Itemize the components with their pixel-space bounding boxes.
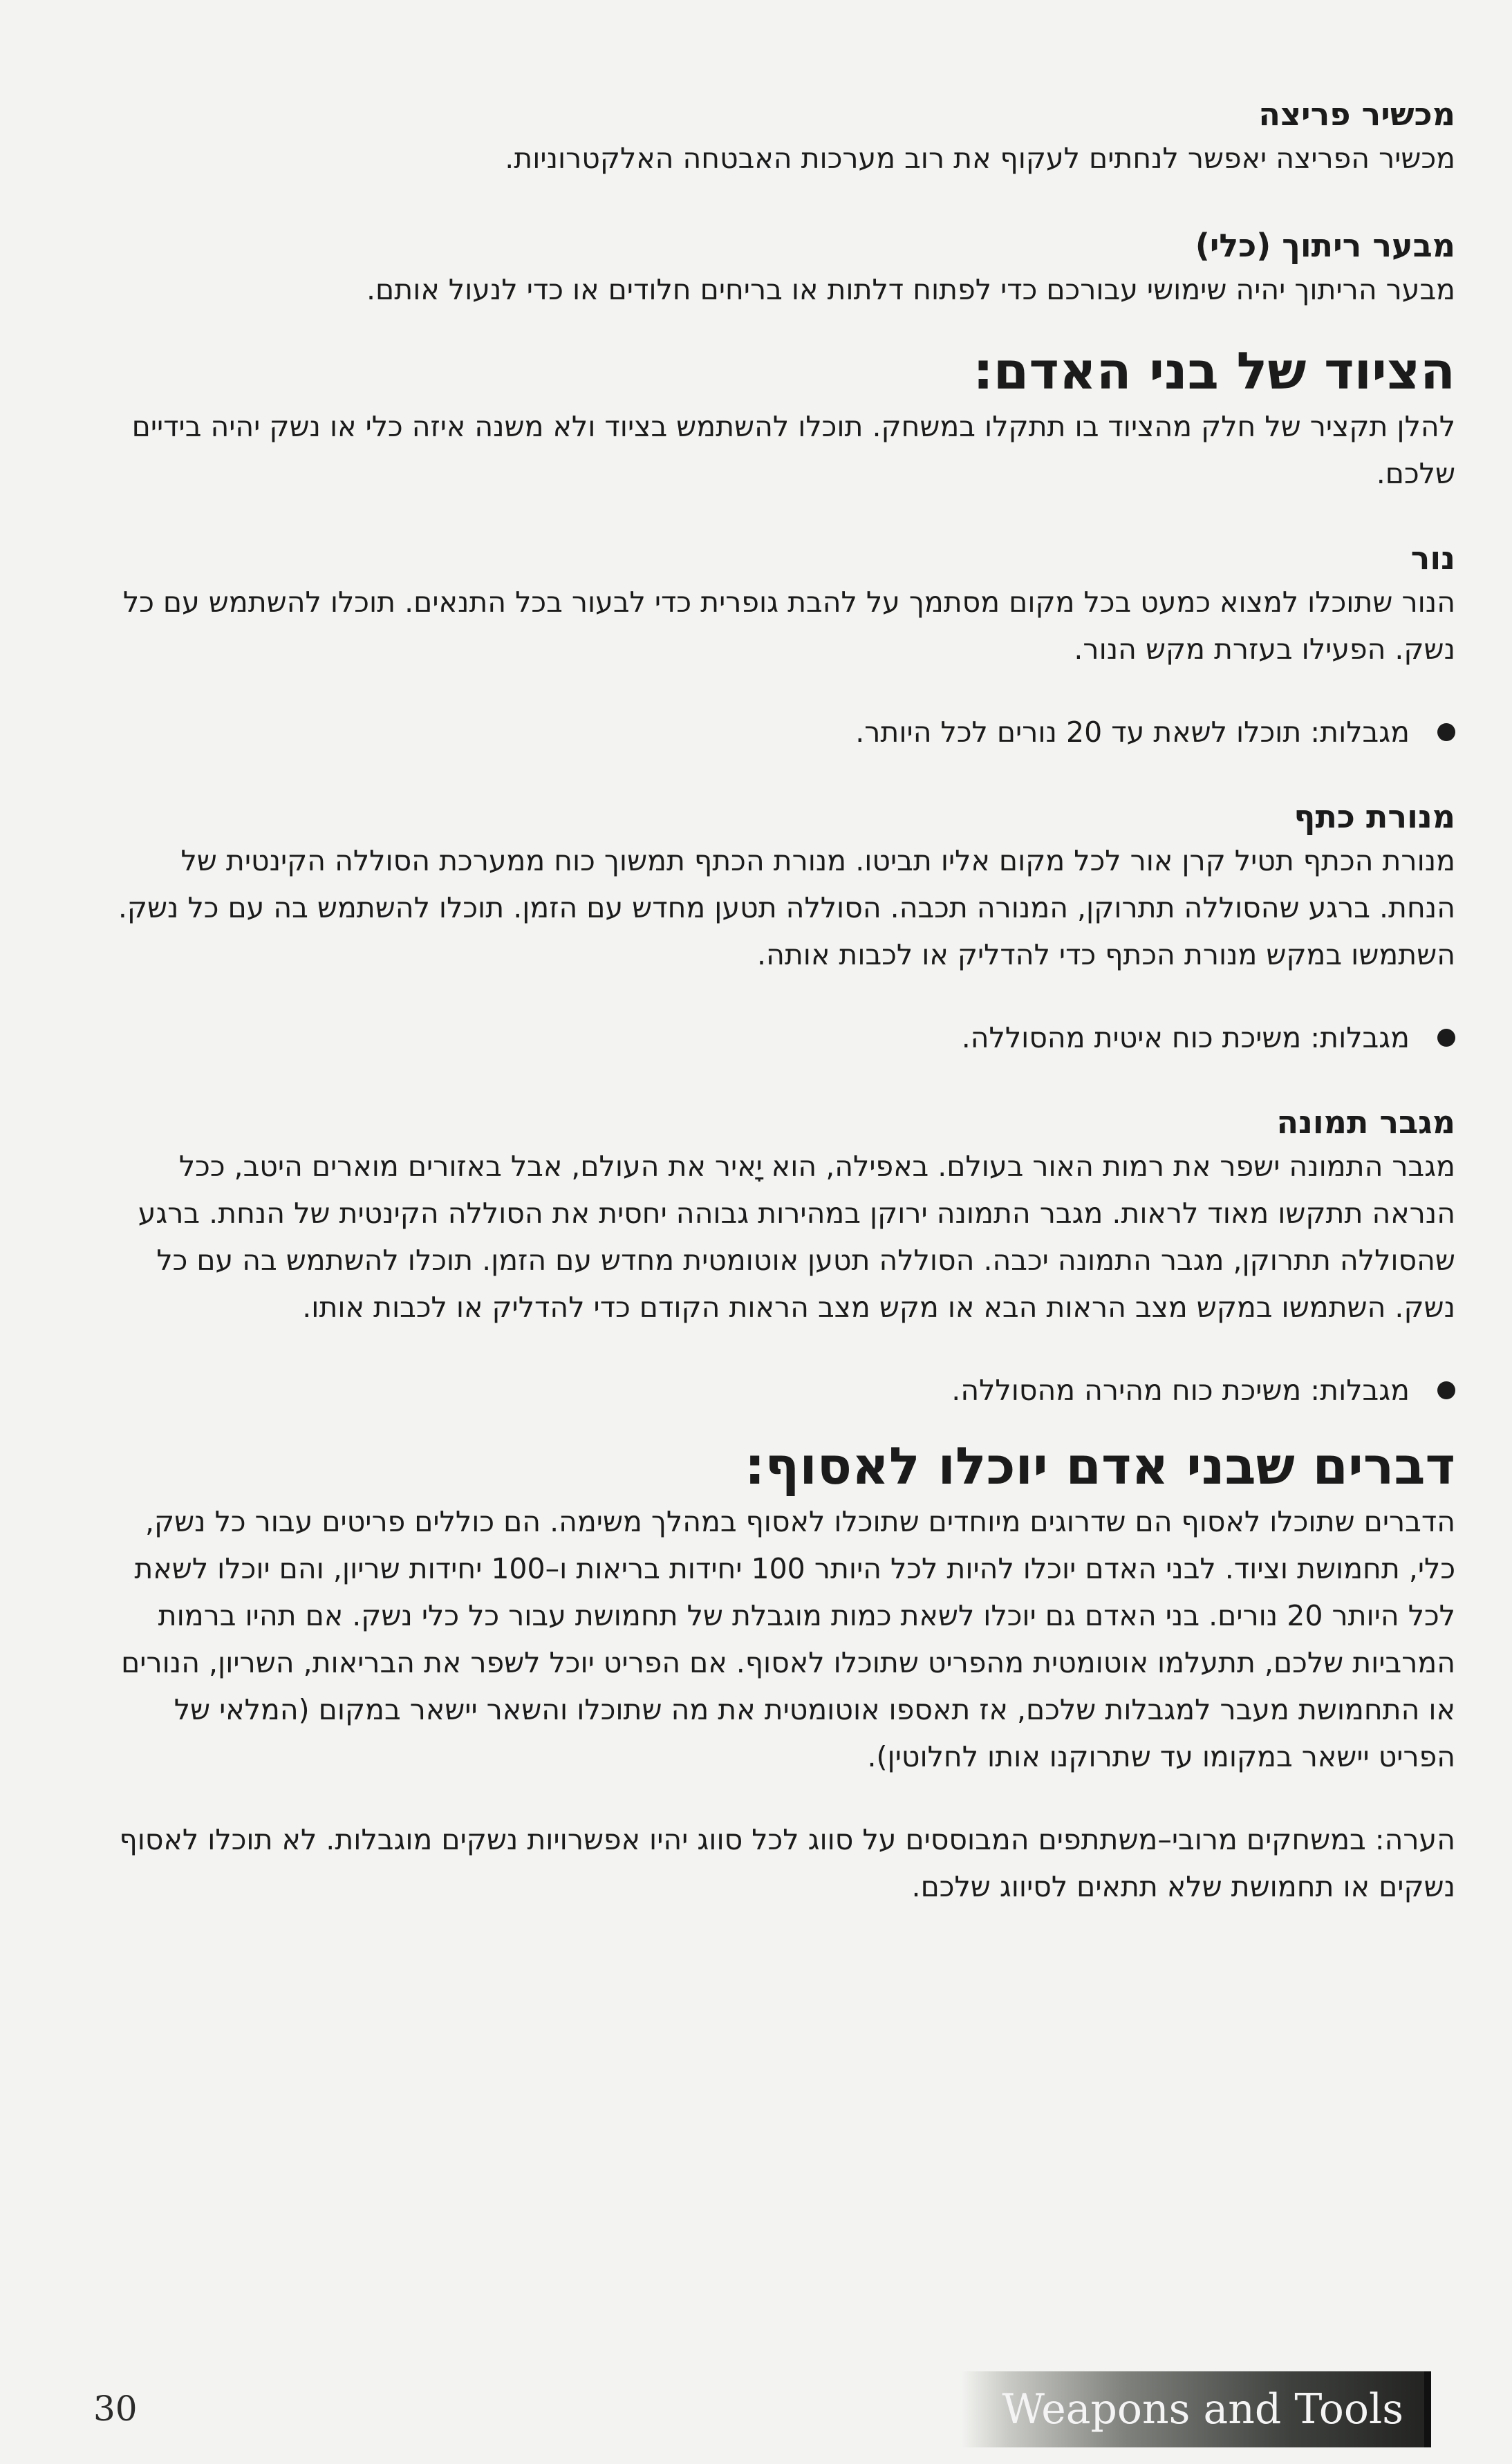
shoulder-lamp-limit-text: מגבלות: משיכת כוח איטית מהסוללה. xyxy=(961,1021,1410,1054)
section-flare xyxy=(118,537,1455,756)
human-equipment-text: להלן תקציר של חלק מהציוד בו תתקלו במשחק. תוכלו להשתמש בציוד ולא משנה איזה כלי או נשק יהיה בידיים שלכם. xyxy=(131,410,1455,490)
flare-limit xyxy=(118,709,1455,756)
breach-device-text: מכשיר הפריצה יאפשר לנחתים לעקוף את רוב מערכות האבטחה האלקטרוניות. xyxy=(505,142,1455,175)
section-breach-device xyxy=(118,93,1455,182)
section-welding-torch xyxy=(118,225,1455,313)
shoulder-lamp-text: מנורת הכתף תטיל קרן אור לכל מקום אליו תביטו. מנורת הכתף תמשוך כוח ממערכת הסוללה הקינטית של הנחת. ברגע שהסוללה תתרוקן, המנורה תכבה. הסוללה תטען מחדש עם הזמן. תוכלו להשתמש בה עם כל נשק. השתמשו במקש מנורת הכתף כדי להדליק או לכבות אותה. xyxy=(118,844,1455,971)
section-collectibles xyxy=(118,1435,1455,1910)
image-enhancer-heading: מגבר תמונה xyxy=(1276,1103,1455,1141)
image-enhancer-limit xyxy=(118,1367,1455,1414)
section-human-equipment xyxy=(118,339,1455,497)
human-equipment-heading: הציוד של בני האדם: xyxy=(973,342,1455,401)
section-image-enhancer xyxy=(118,1101,1455,1414)
page-number: 30 xyxy=(93,2389,138,2429)
breach-device-heading: מכשיר פריצה xyxy=(1258,95,1455,133)
collectibles-heading: דברים שבני אדם יוכלו לאסוף: xyxy=(744,1437,1455,1496)
image-enhancer-limit-text: מגבלות: משיכת כוח מהירה מהסוללה. xyxy=(951,1374,1410,1407)
bullet-icon xyxy=(1437,723,1455,741)
welding-torch-heading: מבער ריתוך (כלי) xyxy=(1195,227,1455,264)
image-enhancer-text: מגבר התמונה ישפר את רמות האור בעולם. באפילה, הוא יָאיר את העולם, אבל באזורים מוארים היטב, ככל הנראה תתקשו מאוד לראות. מגבר התמונה ירוקן במהירות גבוהה יחסית את הסוללה הקינטית של הנחת. ברגע שהסוללה תתרוקן, מגבר התמונה יכבה. הסוללה תטען אוטומטית מחדש עם הזמן. תוכלו להשתמש בה עם כל נשק. השתמשו במקש מצב הראות הבא או מקש מצב הראות הקודם כדי להדליק או לכבות אותו. xyxy=(138,1150,1455,1324)
collectibles-note: הערה: במשחקים מרובי–משתתפים המבוססים על סווג לכל סווג יהיו אפשרויות נשקים מוגבלות. לא תוכלו לאסוף נשקים או תחמושת שלא תתאים לסיווג שלכם. xyxy=(119,1823,1455,1903)
collectibles-text: הדברים שתוכלו לאסוף הם שדרוגים מיוחדים שתוכלו לאסוף במהלך משימה. הם כוללים פריטים עבור כל נשק, כלי, תחמושת וציוד. לבני האדם יוכלו להיות לכל היותר 100 יחידות בריאות ו–100 יחידות שריון, והם יוכלו לשאת לכל היותר 20 נורים. בני האדם גם יוכלו לשאת כמות מוגבלת של תחמושת עבור כל כלי נשק. אם תהיו ברמות המרביות שלכם, תתעלמו אוטומטית מהפריט שתוכלו לאסוף. אם הפריט יוכל לשפר את הבריאות, השריון, הנורים או התחמושת מעבר למגבלות שלכם, אז תאספו אוטומטית את מה שתוכלו והשאר יישאר במקום (המלאי של הפריט יישאר במקומו עד שתרוקנו אותו לחלוטין). xyxy=(121,1505,1455,1773)
chapter-title: Weapons and Tools xyxy=(1002,2385,1403,2434)
chapter-banner-edge xyxy=(1424,2371,1431,2447)
shoulder-lamp-limit xyxy=(118,1014,1455,1061)
page-content xyxy=(118,93,1455,1910)
bullet-icon xyxy=(1437,1029,1455,1047)
welding-torch-text: מבער הריתוך יהיה שימושי עבורכם כדי לפתוח דלתות או בריחים חלודים או כדי לנעול אותם. xyxy=(366,273,1455,306)
shoulder-lamp-heading: מנורת כתף xyxy=(1294,798,1455,835)
flare-text: הנור שתוכלו למצוא כמעט בכל מקום מסתמך על להבת גופרית כדי לבעור בכל התנאים. תוכלו להשתמש עם כל נשק. הפעילו בעזרת מקש הנור. xyxy=(122,586,1455,666)
flare-limit-text: מגבלות: תוכלו לשאת עד 20 נורים לכל היותר. xyxy=(855,716,1410,749)
flare-heading: נור xyxy=(1410,539,1455,577)
bullet-icon xyxy=(1437,1381,1455,1399)
section-shoulder-lamp xyxy=(118,796,1455,1061)
